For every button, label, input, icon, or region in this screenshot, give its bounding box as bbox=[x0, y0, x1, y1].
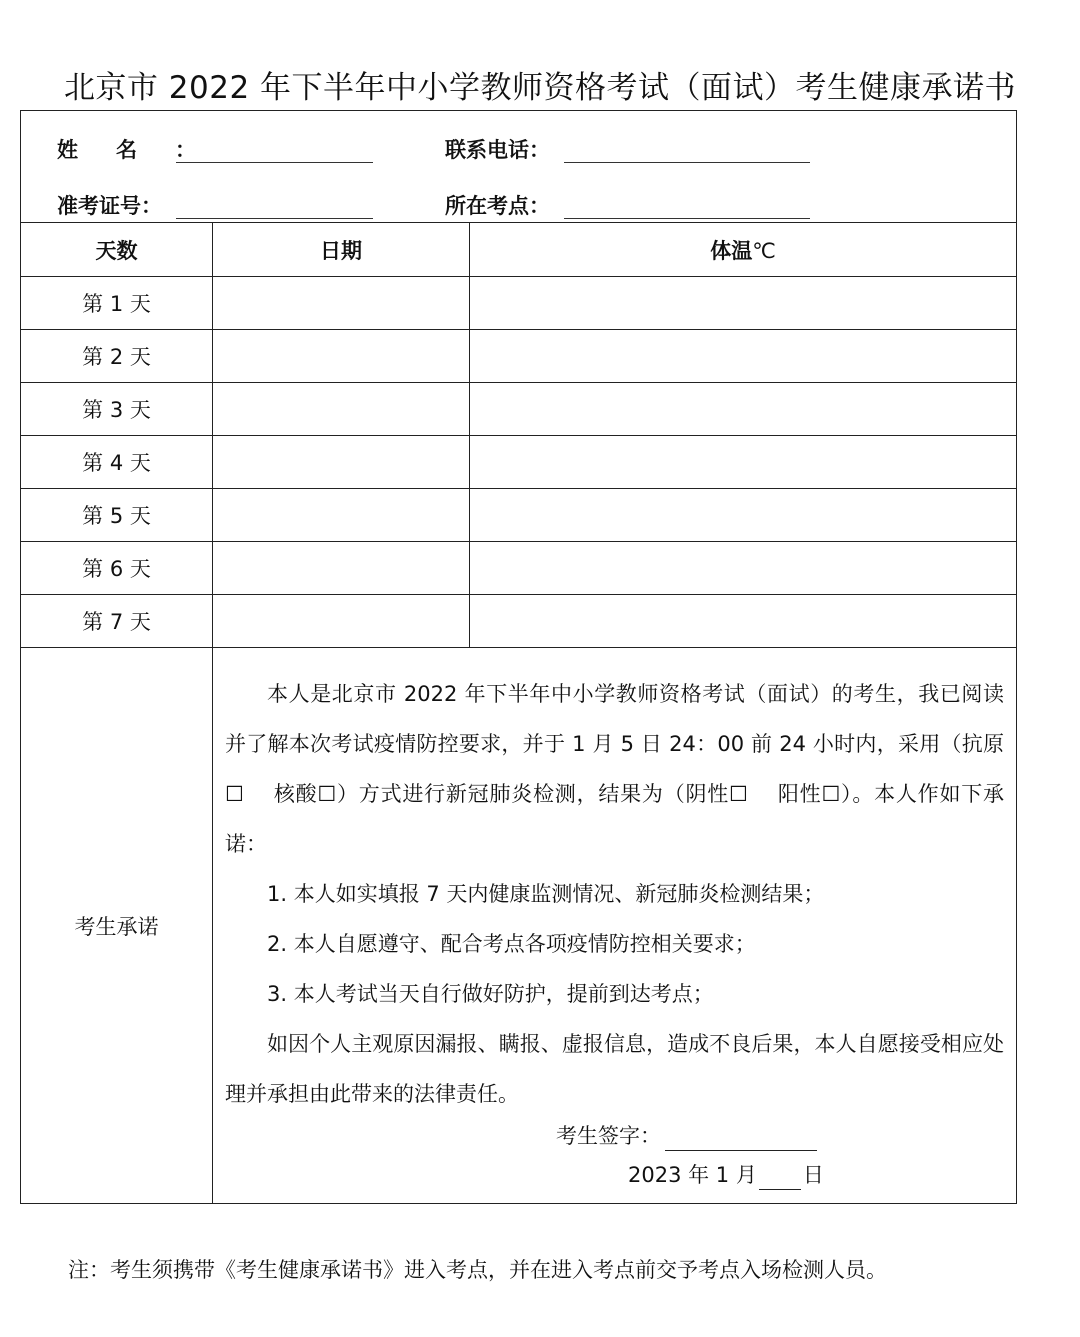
signature-label: 考生签字： bbox=[556, 1124, 661, 1148]
temperature-header: 体温℃ bbox=[470, 223, 1017, 277]
day-label: 第 5 天 bbox=[21, 489, 213, 542]
temperature-cell[interactable] bbox=[470, 277, 1017, 330]
days-header: 天数 bbox=[21, 223, 213, 277]
temperature-cell[interactable] bbox=[470, 383, 1017, 436]
day-field[interactable] bbox=[759, 1165, 801, 1190]
day-label: 第 1 天 bbox=[21, 277, 213, 330]
pledge-section bbox=[213, 648, 1017, 1204]
day-label: 第 4 天 bbox=[21, 436, 213, 489]
temperature-cell[interactable] bbox=[470, 542, 1017, 595]
date-cell[interactable] bbox=[213, 277, 470, 330]
table-header-row bbox=[21, 223, 1017, 277]
date-cell[interactable] bbox=[213, 489, 470, 542]
pledge-item: 2. 本人自愿遵守、配合考点各项疫情防控相关要求； bbox=[267, 932, 756, 956]
day-label: 第 7 天 bbox=[21, 595, 213, 648]
pledge-item: 3. 本人考试当天自行做好防护，提前到达考点； bbox=[267, 982, 714, 1006]
temperature-cell[interactable] bbox=[470, 330, 1017, 383]
day-label: 第 3 天 bbox=[21, 383, 213, 436]
pledge-label: 考生承诺 bbox=[21, 648, 213, 1204]
phone-field[interactable] bbox=[564, 162, 810, 163]
ticket-number-field[interactable] bbox=[176, 218, 373, 219]
signature-row bbox=[556, 1121, 817, 1151]
date-header: 日期 bbox=[213, 223, 470, 277]
table-row bbox=[21, 383, 1017, 436]
temperature-cell[interactable] bbox=[470, 436, 1017, 489]
table-row bbox=[21, 277, 1017, 330]
page-title: 北京市 2022 年下半年中小学教师资格考试（面试）考生健康承诺书 bbox=[63, 70, 1017, 106]
name-field[interactable] bbox=[176, 162, 373, 163]
table-row bbox=[21, 542, 1017, 595]
signature-field[interactable] bbox=[665, 1126, 817, 1151]
sign-date-row bbox=[628, 1160, 824, 1190]
applicant-info-section bbox=[21, 111, 1017, 223]
phone-label: 联系电话： bbox=[445, 138, 550, 162]
table-row bbox=[21, 489, 1017, 542]
table-row bbox=[21, 436, 1017, 489]
health-pledge-form bbox=[20, 110, 1017, 1204]
table-row bbox=[21, 595, 1017, 648]
day-label: 第 2 天 bbox=[21, 330, 213, 383]
date-cell[interactable] bbox=[213, 595, 470, 648]
date-cell[interactable] bbox=[213, 542, 470, 595]
pledge-item: 1. 本人如实填报 7 天内健康监测情况、新冠肺炎检测结果； bbox=[267, 882, 825, 906]
day-label: 第 6 天 bbox=[21, 542, 213, 595]
temperature-cell[interactable] bbox=[470, 595, 1017, 648]
date-prefix: 2023 年 1 月 bbox=[628, 1163, 757, 1187]
date-suffix: 日 bbox=[802, 1163, 824, 1187]
pledge-paragraph: 本人是北京市 2022 年下半年中小学教师资格考试（面试）的考生，我已阅读并了解本次考试疫情防控要求，并于 1 月 5 日 24：00 前 24 小时内，采用（抗原☐ 核酸☐）方式进行新冠肺炎检测，结果为（阴性☐ 阳性☐）。本人作如下承诺： bbox=[225, 682, 1005, 856]
date-cell[interactable] bbox=[213, 436, 470, 489]
exam-site-label: 所在考点： bbox=[445, 194, 550, 218]
date-cell[interactable] bbox=[213, 330, 470, 383]
name-label: 姓名： bbox=[57, 138, 234, 162]
exam-site-field[interactable] bbox=[564, 218, 810, 219]
table-row bbox=[21, 330, 1017, 383]
temperature-cell[interactable] bbox=[470, 489, 1017, 542]
footer-note: 注：考生须携带《考生健康承诺书》进入考点，并在进入考点前交予考点入场检测人员。 bbox=[68, 1258, 887, 1282]
date-cell[interactable] bbox=[213, 383, 470, 436]
ticket-number-label: 准考证号： bbox=[57, 194, 162, 218]
pledge-paragraph: 如因个人主观原因漏报、瞒报、虚报信息，造成不良后果，本人自愿接受相应处理并承担由此带来的法律责任。 bbox=[225, 1032, 1005, 1106]
